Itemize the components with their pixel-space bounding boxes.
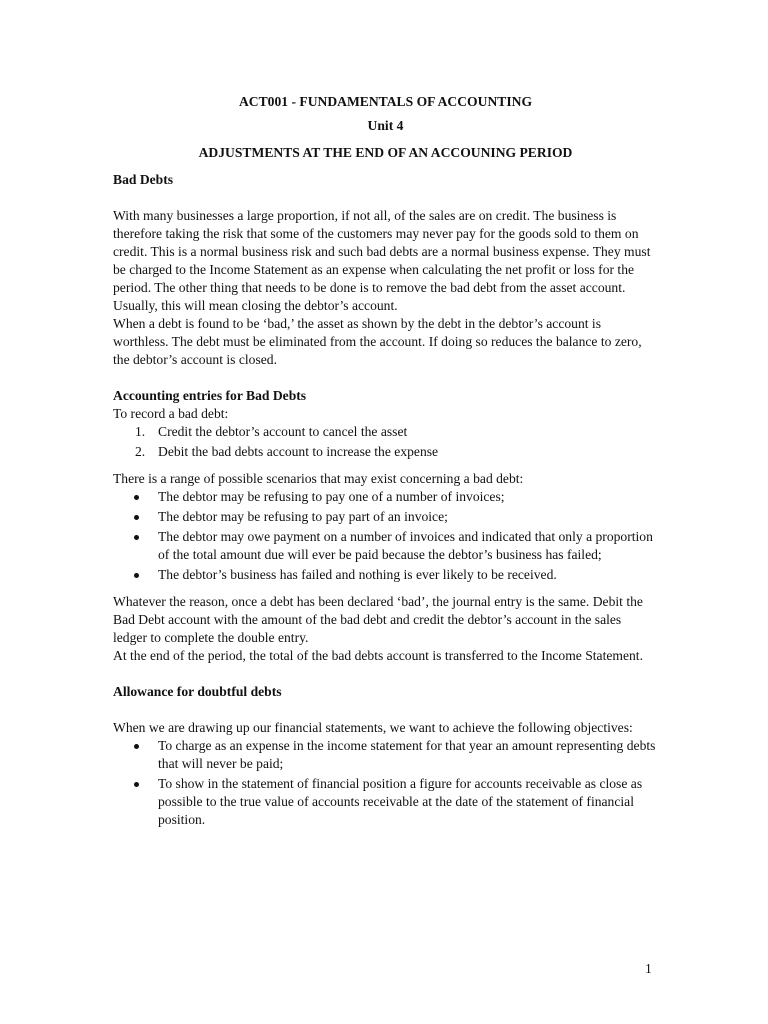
accounting-entries-heading: Accounting entries for Bad Debts — [113, 388, 307, 403]
list-item — [113, 566, 658, 584]
scenarios-list — [113, 488, 658, 584]
page-number: 1 — [645, 961, 652, 976]
list-number: 2. — [135, 444, 146, 459]
bad-debts-paragraph-2: When a debt is found to be ‘bad,’ the asset as shown by the debt in the debtor’s account is worthless. The debt must be eliminated from the account. If doing so reduces the balance to zero, the debtor’s account is closed. — [113, 316, 642, 367]
list-item-text: Debit the bad debts account to increase the expense — [158, 444, 439, 459]
page-content — [113, 93, 658, 831]
list-item-text: Credit the debtor’s account to cancel the asset — [158, 424, 408, 439]
list-number: 1. — [135, 424, 146, 439]
list-item-text: To charge as an expense in the income statement for that year an amount representing debts that will never be paid; — [158, 738, 656, 771]
period-end-paragraph: At the end of the period, the total of the bad debts account is transferred to the Income Statement. — [113, 648, 643, 663]
bad-debts-heading: Bad Debts — [113, 172, 174, 187]
list-item — [113, 737, 658, 773]
course-title: ACT001 - FUNDAMENTALS OF ACCOUNTING — [238, 94, 533, 109]
list-item-text: The debtor may be refusing to pay one of a number of invoices; — [158, 489, 505, 504]
bullet-icon — [134, 573, 139, 578]
list-item-text: The debtor may owe payment on a number of invoices and indicated that only a proportion of the total amount due will ever be paid because the debtor’s business has failed; — [158, 529, 653, 562]
bullet-icon — [134, 535, 139, 540]
bullet-icon — [134, 515, 139, 520]
list-item — [113, 508, 658, 526]
list-item — [113, 488, 658, 506]
bullet-icon — [134, 782, 139, 787]
list-item — [113, 528, 658, 564]
record-intro: To record a bad debt: — [113, 406, 229, 421]
scenarios-intro: There is a range of possible scenarios that may exist concerning a bad debt: — [113, 471, 524, 486]
objectives-list — [113, 737, 658, 829]
list-item — [113, 775, 658, 829]
list-item-text: The debtor may be refusing to pay part of an invoice; — [158, 509, 448, 524]
list-item-text: To show in the statement of financial position a figure for accounts receivable as close as possible to the true value of accounts receivable at the date of the statement of financial position. — [158, 776, 643, 827]
list-item — [113, 443, 658, 461]
objectives-intro: When we are drawing up our financial statements, we want to achieve the following objectives: — [113, 720, 633, 735]
steps-list — [113, 423, 658, 461]
list-item-text: The debtor’s business has failed and nothing is ever likely to be received. — [158, 567, 557, 582]
unit-title: Unit 4 — [367, 118, 404, 133]
journal-entry-paragraph: Whatever the reason, once a debt has been declared ‘bad’, the journal entry is the same. Debit the Bad Debt account with the amount of the bad debt and credit the debtor’s account in the sales ledger to complete the double entry. — [113, 594, 643, 645]
list-item — [113, 423, 658, 441]
bad-debts-paragraph-1: With many businesses a large proportion, if not all, of the sales are on credit. The business is therefore taking the risk that some of the customers may never pay for the goods sold to them on credit. This is a normal business risk and such bad debts are a normal business expense. They must be charged to the Income Statement as an expense when calculating the net profit or loss for the period. The other thing that needs to be done is to remove the bad debt from the asset account. Usually, this will mean closing the debtor’s account. — [113, 208, 651, 313]
bullet-icon — [134, 744, 139, 749]
page-title: ADJUSTMENTS AT THE END OF AN ACCOUNING PERIOD — [198, 145, 573, 160]
bullet-icon — [134, 495, 139, 500]
allowance-heading: Allowance for doubtful debts — [113, 684, 282, 699]
